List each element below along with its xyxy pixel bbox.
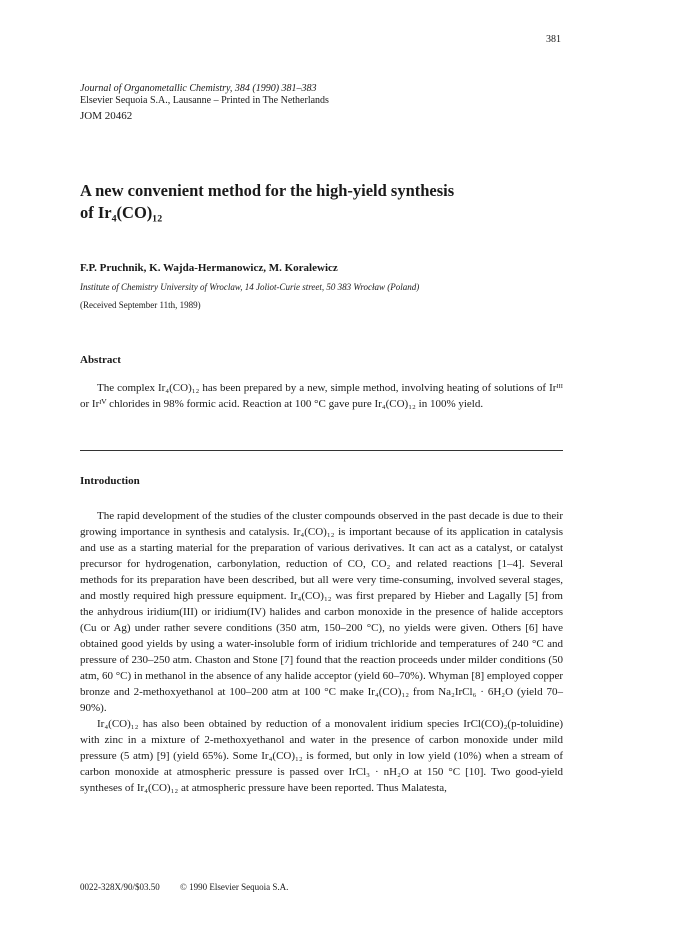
authors: F.P. Pruchnik, K. Wajda-Hermanowicz, M. Koralewicz [80, 262, 338, 274]
article-title [80, 180, 560, 224]
journal-citation [80, 83, 329, 122]
publisher-line: Elsevier Sequoia S.A., Lausanne – Printed in The Netherlands [80, 95, 329, 106]
journal-name: Journal of Organometallic Chemistry, 384 (1990) 381–383 [80, 83, 317, 94]
intro-paragraph-2: Ir₄(CO)₁₂ has also been obtained by reduction of a monovalent iridium species IrCl(CO)₂(p-toluidine) with zinc in a mixture of 2-methoxyethanol and water in the presence of carbon monoxide under mild pressure (5 atm) [9] (yield 65%). Some Ir₄(CO)₁₂ is formed, but only in low yield (10%) when a stream of carbon monoxide at atmospheric pressure is passed over IrCl₃ · nH₂O at 150 °C [10]. Two good-yield syntheses of Ir₄(CO)₁₂ at atmospheric pressure have been reported. Thus Malatesta, [80, 718, 563, 794]
section-divider [80, 450, 563, 451]
received-date: (Received September 11th, 1989) [80, 300, 201, 310]
abstract-body: The complex Ir₄(CO)₁₂ has been prepared by a new, simple method, involving heating of solutions of Irᴵᴵᴵ or Irᴵⱽ chlorides in 98% formic acid. Reaction at 100 °C gave pure Ir₄(CO)₁₂ in 100% yield. [80, 382, 563, 410]
title-line-1: A new convenient method for the high-yield synthesis [80, 181, 455, 200]
footer-code: 0022-328X/90/$03.50 [80, 882, 160, 892]
intro-paragraph-1: The rapid development of the studies of the cluster compounds observed in the past decade is due to their growing importance in synthesis and catalysis. Ir₄(CO)₁₂ is important because of its application in catalysis and use as a starting material for the preparation of various derivatives. It can act as a catalyst, or catalyst precursor for hydrogenation, carbonylation, reduction of CO, CO₂ and related reactions [1–4]. Several methods for its preparation have been described, but all were very time-consuming, involved several stages, and mostly required high pressure equipment. Ir₄(CO)₁₂ was first prepared by Hieber and Lagally [5] from the anhydrous iridium(III) or iridium(IV) halides and carbon monoxide in the presence of halide acceptors (Cu or Ag) under rather severe conditions (350 atm, 150–200 °C), no yields were given. Others [6] have obtained good yields by using a water-insoluble form of iridium trichloride and temperatures of 240 °C and pressure of 230–250 atm. Chaston and Stone [7] found that the reaction proceeds under milder conditions (50 atm, 60 °C) in methanol in the absence of any halide acceptor (yield 60–70%). Whyman [8] employed copper bronze and 2-methoxyethanol at 100–200 atm at 100 °C make Ir₄(CO)₁₂ from Na₂IrCl₆ · 6H₂O (yield 70–90%). [80, 510, 563, 714]
journal-code: JOM 20462 [80, 110, 133, 122]
abstract-heading: Abstract [80, 354, 121, 366]
introduction-heading: Introduction [80, 475, 140, 487]
footer-copyright: © 1990 Elsevier Sequoia S.A. [180, 882, 289, 892]
title-line-2: of Ir₄(CO)₁₂ [80, 203, 163, 222]
footer [80, 882, 306, 892]
affiliation: Institute of Chemistry University of Wroclaw, 14 Joliot-Curie street, 50 383 Wrocław (Poland) [80, 282, 420, 292]
page-number: 381 [546, 34, 561, 45]
introduction-body [80, 508, 563, 796]
